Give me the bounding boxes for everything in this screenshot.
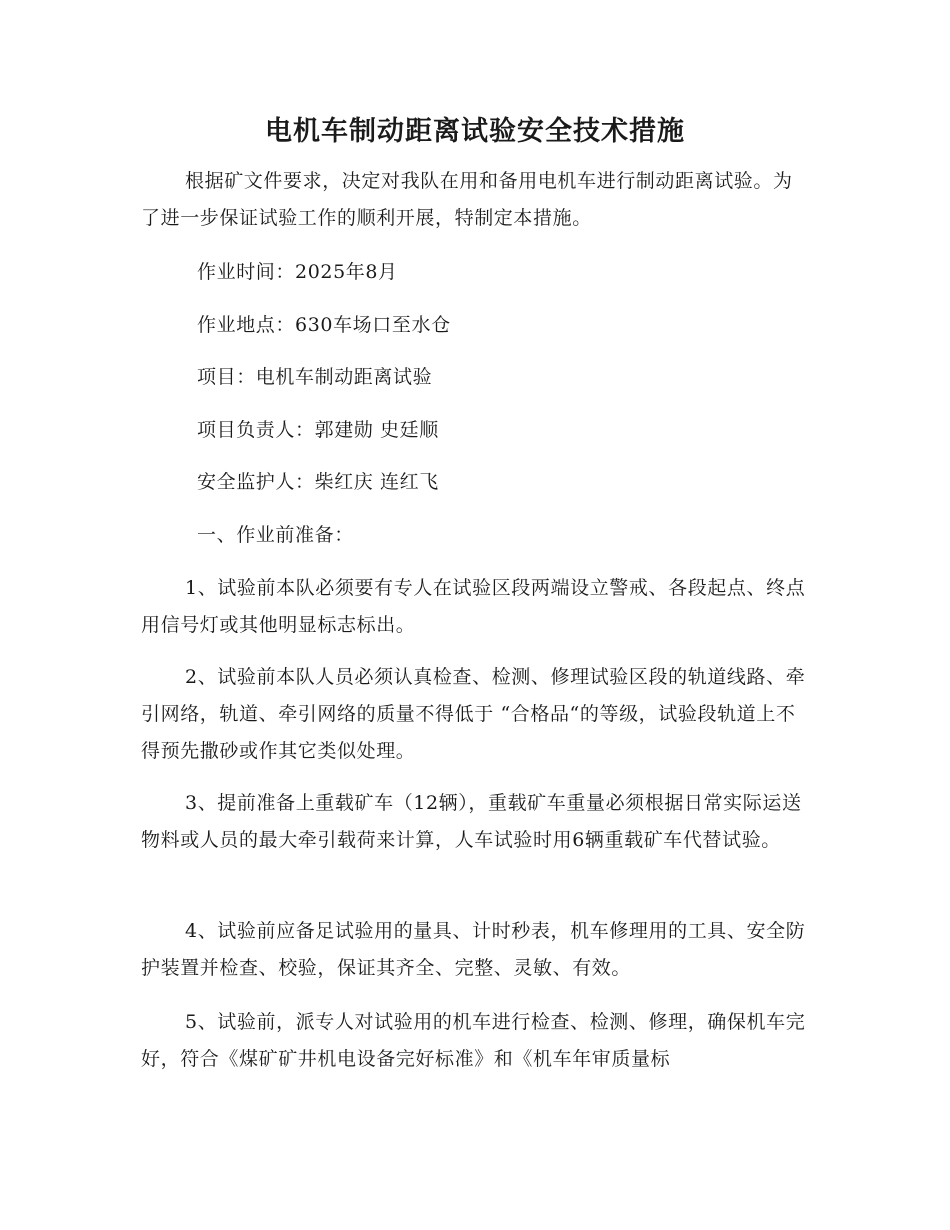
- list-item: 5、试验前，派专人对试验用的机车进行检查、检测、修理，确保机车完好，符合《煤矿矿井机电设备完好标准》和《机车年审质量标: [141, 1011, 806, 1070]
- work-location-line: 作业地点：630车场口至水仓: [197, 314, 451, 336]
- list-item: 2、试验前本队人员必须认真检查、检测、修理试验区段的轨道线路、牵引网络，轨道、牵引网络的质量不得低于 “合格品“的等级，试验段轨道上不得预先撒砂或作其它类似处理。: [141, 666, 806, 762]
- document-title: 电机车制动距离试验安全技术措施: [265, 116, 685, 147]
- project-leader-line: 项目负责人：郭建勋 史廷顺: [197, 419, 439, 441]
- intro-paragraph: 根据矿文件要求，决定对我队在用和备用电机车进行制动距离试验。为了进一步保证试验工作的顺利开展，特制定本措施。: [141, 170, 793, 229]
- list-item: 4、试验前应备足试验用的量具、计时秒表，机车修理用的工具、安全防护装置并检查、校验，保证其齐全、完整、灵敏、有效。: [141, 920, 806, 979]
- list-item: 1、试验前本队必须要有专人在试验区段两端设立警戒、各段起点、终点用信号灯或其他明显标志标出。: [141, 577, 806, 636]
- safety-supervisor-line: 安全监护人：柴红庆 连红飞: [197, 471, 439, 493]
- project-line: 项目：电机车制动距离试验: [197, 366, 433, 388]
- section-heading: 一、作业前准备：: [197, 524, 354, 546]
- list-item: 3、提前准备上重载矿车（12辆），重载矿车重量必须根据日常实际运送物料或人员的最大牵引载荷来计算，人车试验时用6辆重载矿车代替试验。: [141, 792, 802, 851]
- work-time-line: 作业时间：2025年8月: [197, 261, 398, 283]
